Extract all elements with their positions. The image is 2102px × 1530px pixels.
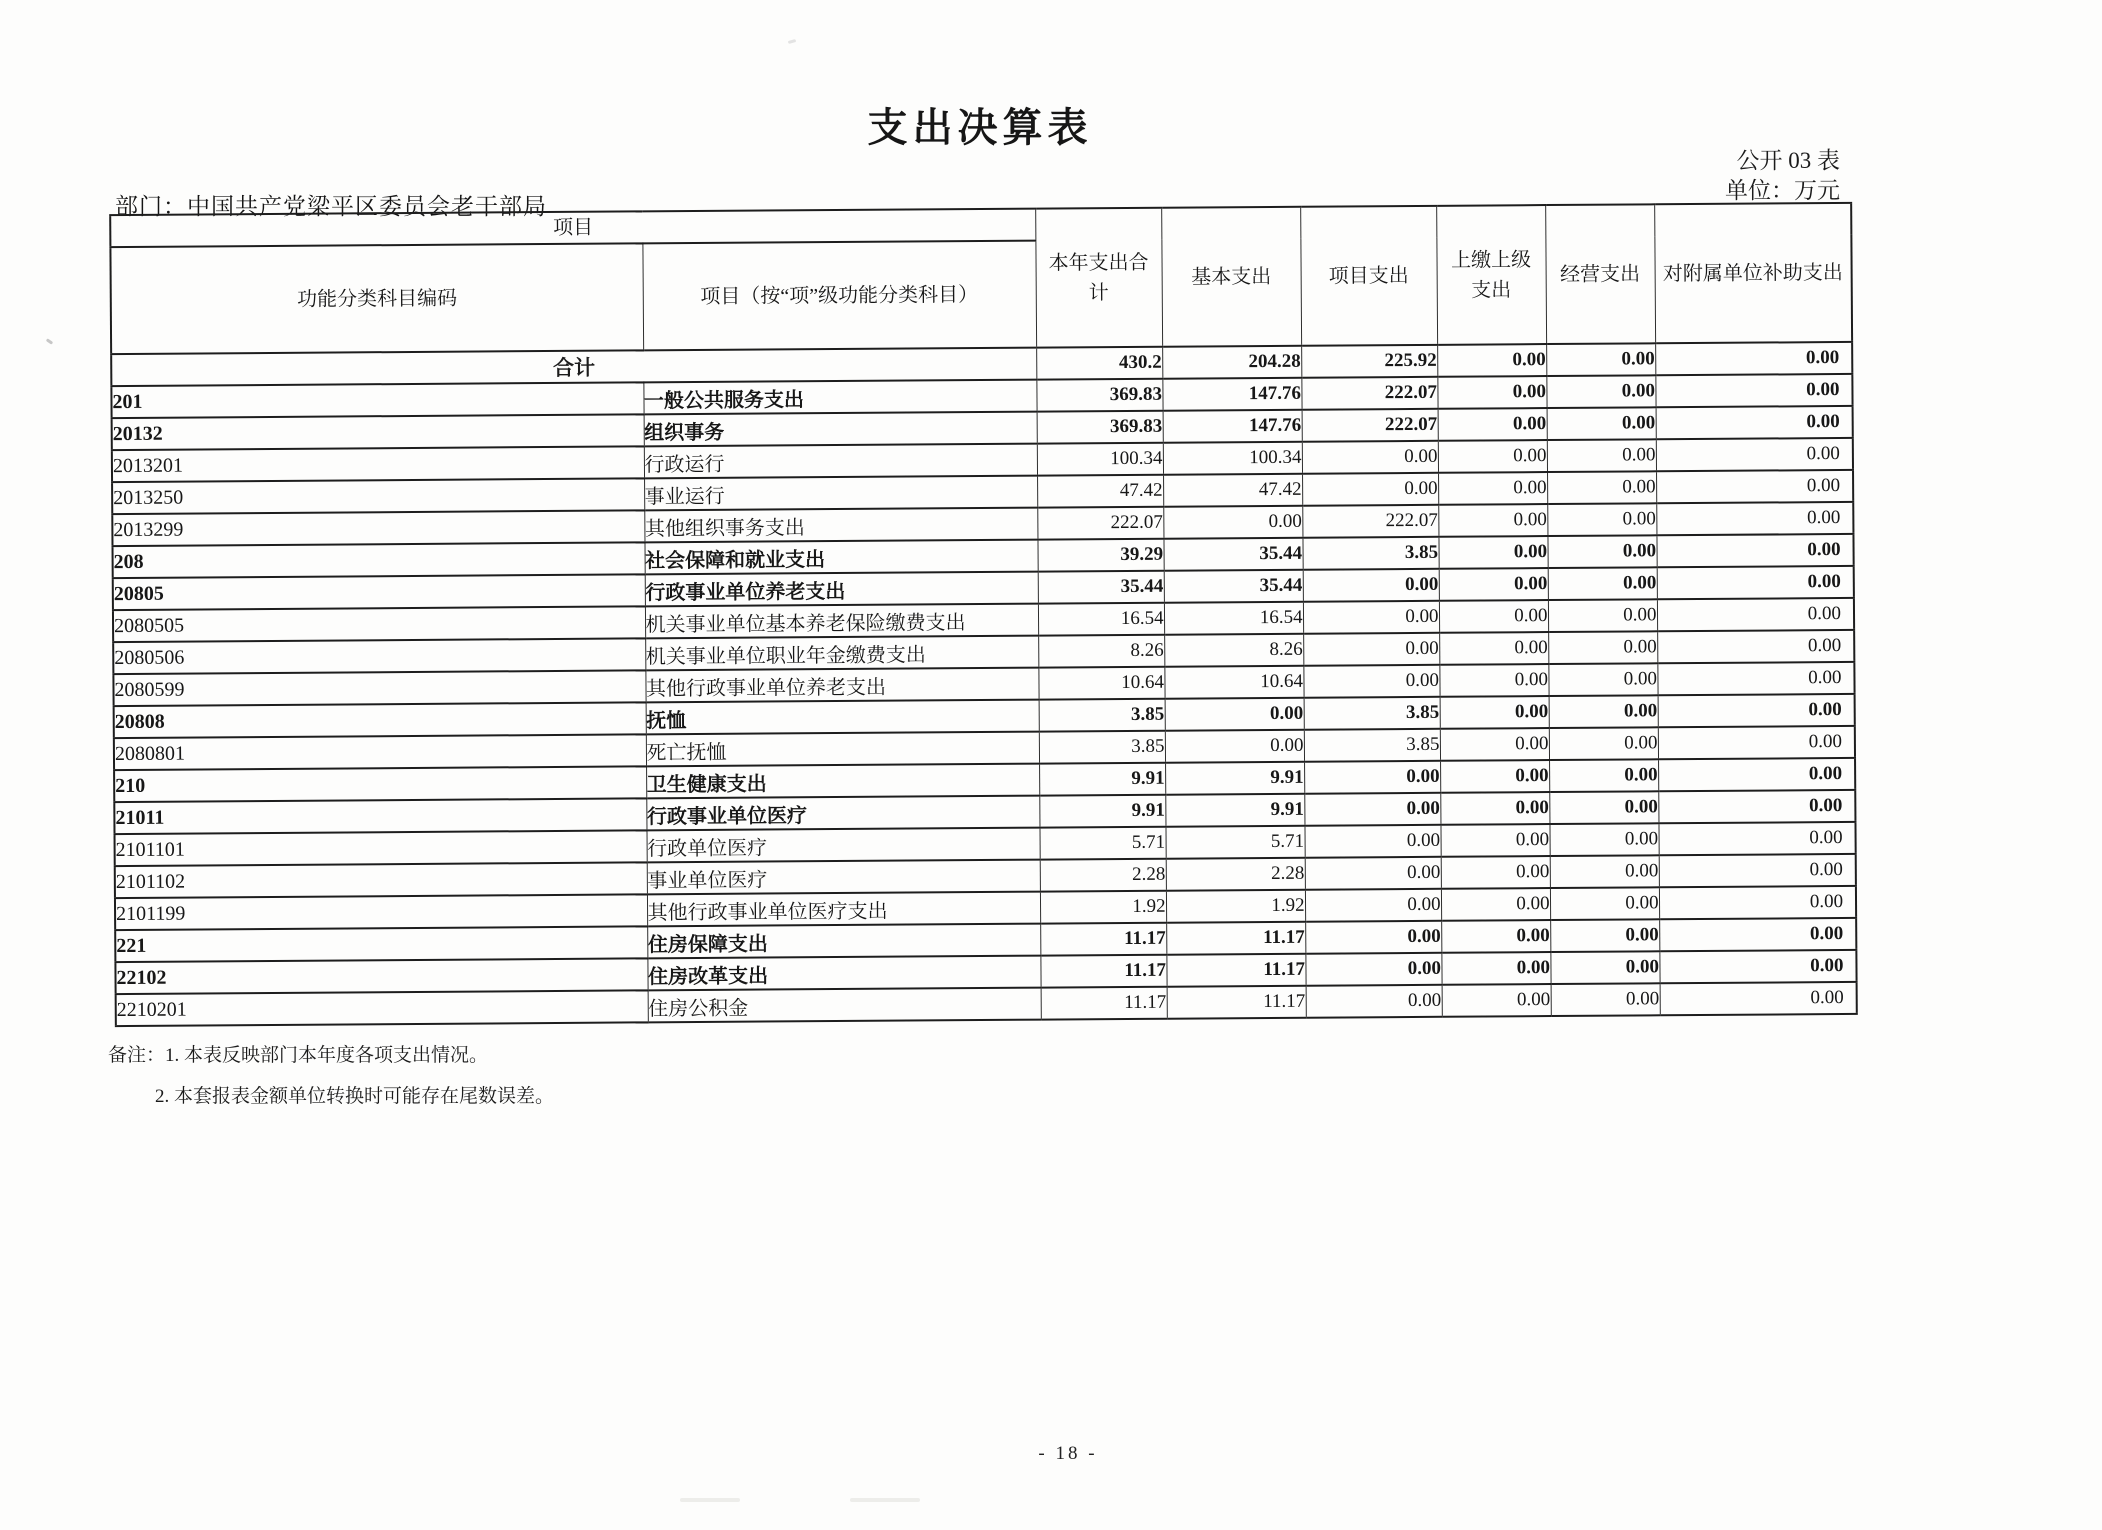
value-cell-total: 3.85 <box>1039 731 1165 764</box>
header-col-total: 本年支出合 计 <box>1035 208 1162 348</box>
value-cell-upper: 0.00 <box>1439 568 1548 601</box>
value-cell-basic: 8.26 <box>1164 634 1303 667</box>
value-cell-operating: 0.00 <box>1549 823 1658 856</box>
value-cell-operating: 0.00 <box>1546 375 1655 408</box>
value-cell-subsidy: 0.00 <box>1658 790 1855 823</box>
total-value: 430.2 <box>1036 347 1162 380</box>
expense-code-cell: 2101102 <box>115 862 647 898</box>
value-cell-operating: 0.00 <box>1548 567 1657 600</box>
expense-item-cell: 死亡抚恤 <box>646 732 1039 767</box>
scan-artifact <box>788 39 797 44</box>
value-cell-project: 3.85 <box>1304 729 1440 762</box>
expense-code-cell: 2013201 <box>112 446 644 482</box>
value-cell-basic: 147.76 <box>1163 410 1302 443</box>
header-col-subsidy: 对附属单位补助支出 <box>1654 203 1852 343</box>
expense-code-cell: 2101199 <box>115 894 647 930</box>
footnote-1: 备注：1. 本表反映部门本年度各项支出情况。 <box>108 1045 489 1066</box>
footnotes <box>108 1044 554 1109</box>
header-project-group: 项目 <box>110 209 1035 247</box>
expense-code-cell: 2210201 <box>116 990 648 1026</box>
value-cell-upper: 0.00 <box>1440 824 1549 857</box>
value-cell-subsidy: 0.00 <box>1656 406 1853 439</box>
value-cell-operating: 0.00 <box>1547 439 1656 472</box>
expense-item-cell: 其他行政事业单位养老支出 <box>645 668 1038 703</box>
value-cell-operating: 0.00 <box>1550 919 1659 952</box>
expense-item-cell: 住房公积金 <box>648 988 1041 1023</box>
value-cell-basic: 16.54 <box>1164 602 1303 635</box>
value-cell-basic: 11.17 <box>1166 954 1305 987</box>
value-cell-total: 39.29 <box>1037 539 1163 572</box>
value-cell-upper: 0.00 <box>1437 376 1546 409</box>
value-cell-subsidy: 0.00 <box>1657 598 1854 631</box>
value-cell-project: 222.07 <box>1301 377 1437 410</box>
value-cell-project: 0.00 <box>1303 601 1439 634</box>
value-cell-total: 16.54 <box>1038 603 1164 636</box>
expense-code-cell: 22102 <box>115 958 647 994</box>
unit-label: 单位：万元 <box>1725 178 1840 203</box>
value-cell-subsidy: 0.00 <box>1659 950 1856 983</box>
total-value: 225.92 <box>1301 345 1437 378</box>
value-cell-upper: 0.00 <box>1438 408 1547 441</box>
table-body <box>111 342 1857 1026</box>
expense-code-cell: 2080599 <box>113 670 645 706</box>
value-cell-subsidy: 0.00 <box>1656 470 1853 503</box>
value-cell-upper: 0.00 <box>1441 920 1550 953</box>
expense-item-cell: 事业运行 <box>644 476 1037 511</box>
value-cell-total: 47.42 <box>1037 475 1163 508</box>
expense-code-cell: 21011 <box>114 798 646 834</box>
value-cell-basic: 11.17 <box>1167 986 1306 1019</box>
total-value: 0.00 <box>1546 343 1655 376</box>
value-cell-project: 0.00 <box>1303 569 1439 602</box>
expense-code-cell: 208 <box>113 542 645 578</box>
header-col-basic: 基本支出 <box>1161 207 1301 347</box>
value-cell-operating: 0.00 <box>1549 759 1658 792</box>
expense-code-cell: 2080801 <box>114 734 646 770</box>
value-cell-upper: 0.00 <box>1440 792 1549 825</box>
value-cell-project: 222.07 <box>1302 409 1438 442</box>
value-cell-total: 9.91 <box>1039 763 1165 796</box>
expense-code-cell: 2080506 <box>113 638 645 674</box>
value-cell-subsidy: 0.00 <box>1659 886 1856 919</box>
value-cell-operating: 0.00 <box>1549 695 1658 728</box>
value-cell-upper: 0.00 <box>1439 664 1548 697</box>
value-cell-total: 1.92 <box>1040 891 1166 924</box>
expense-item-cell: 社会保障和就业支出 <box>644 540 1037 575</box>
expense-item-cell: 行政运行 <box>644 444 1037 479</box>
value-cell-project: 222.07 <box>1302 505 1438 538</box>
value-cell-operating: 0.00 <box>1547 535 1656 568</box>
expense-code-cell: 210 <box>114 766 646 802</box>
scan-artifact <box>680 1498 740 1502</box>
expense-code-cell: 2101101 <box>115 830 647 866</box>
value-cell-project: 0.00 <box>1302 441 1438 474</box>
value-cell-basic: 35.44 <box>1164 570 1303 603</box>
expense-item-cell: 行政单位医疗 <box>646 828 1039 863</box>
expense-item-cell: 住房保障支出 <box>647 924 1040 959</box>
total-value: 0.00 <box>1655 342 1852 375</box>
expense-item-cell: 抚恤 <box>646 700 1039 735</box>
value-cell-project: 3.85 <box>1302 537 1438 570</box>
value-cell-subsidy: 0.00 <box>1655 374 1852 407</box>
value-cell-total: 11.17 <box>1040 923 1166 956</box>
value-cell-project: 3.85 <box>1304 697 1440 730</box>
expense-item-cell: 其他组织事务支出 <box>644 508 1037 543</box>
value-cell-total: 10.64 <box>1038 667 1164 700</box>
expense-item-cell: 机关事业单位基本养老保险缴费支出 <box>645 604 1038 639</box>
value-cell-project: 0.00 <box>1304 793 1440 826</box>
value-cell-basic: 9.91 <box>1165 794 1304 827</box>
header-col-code: 功能分类科目编码 <box>110 243 643 354</box>
expense-code-cell: 201 <box>111 382 643 418</box>
value-cell-subsidy: 0.00 <box>1657 566 1854 599</box>
value-cell-upper: 0.00 <box>1441 856 1550 889</box>
value-cell-project: 0.00 <box>1303 633 1439 666</box>
value-cell-operating: 0.00 <box>1547 471 1656 504</box>
value-cell-basic: 11.17 <box>1166 922 1305 955</box>
value-cell-operating: 0.00 <box>1549 791 1658 824</box>
value-cell-total: 9.91 <box>1039 795 1165 828</box>
expenditure-table-wrap <box>109 202 1856 1027</box>
value-cell-basic: 10.64 <box>1164 666 1303 699</box>
value-cell-subsidy: 0.00 <box>1658 822 1855 855</box>
expense-code-cell: 20805 <box>113 574 645 610</box>
expense-item-cell: 机关事业单位职业年金缴费支出 <box>645 636 1038 671</box>
value-cell-total: 369.83 <box>1036 379 1162 412</box>
value-cell-total: 11.17 <box>1041 987 1167 1020</box>
value-cell-basic: 0.00 <box>1165 698 1304 731</box>
value-cell-project: 0.00 <box>1304 761 1440 794</box>
expense-code-cell: 2013250 <box>112 478 644 514</box>
value-cell-project: 0.00 <box>1305 857 1441 890</box>
value-cell-upper: 0.00 <box>1441 888 1550 921</box>
value-cell-total: 8.26 <box>1038 635 1164 668</box>
header-col-operating: 经营支出 <box>1545 204 1655 344</box>
value-cell-basic: 147.76 <box>1162 378 1301 411</box>
total-row-label: 合计 <box>111 348 1036 386</box>
value-cell-basic: 35.44 <box>1163 538 1302 571</box>
value-cell-total: 100.34 <box>1037 443 1163 476</box>
value-cell-total: 222.07 <box>1037 507 1163 540</box>
expense-item-cell: 组织事务 <box>644 412 1037 447</box>
value-cell-operating: 0.00 <box>1550 855 1659 888</box>
value-cell-upper: 0.00 <box>1439 632 1548 665</box>
value-cell-subsidy: 0.00 <box>1658 758 1855 791</box>
value-cell-subsidy: 0.00 <box>1656 534 1853 567</box>
value-cell-subsidy: 0.00 <box>1659 854 1856 887</box>
value-cell-basic: 5.71 <box>1165 826 1304 859</box>
value-cell-subsidy: 0.00 <box>1657 630 1854 663</box>
header-col-project: 项目支出 <box>1300 206 1437 346</box>
value-cell-operating: 0.00 <box>1547 407 1656 440</box>
value-cell-basic: 1.92 <box>1166 890 1305 923</box>
expense-code-cell: 20808 <box>114 702 646 738</box>
value-cell-project: 0.00 <box>1303 665 1439 698</box>
value-cell-operating: 0.00 <box>1551 983 1660 1016</box>
value-cell-basic: 2.28 <box>1166 858 1305 891</box>
total-value: 0.00 <box>1437 344 1546 377</box>
scan-artifact <box>850 1498 920 1502</box>
expenditure-table <box>109 202 1858 1027</box>
expense-item-cell: 一般公共服务支出 <box>643 380 1036 415</box>
value-cell-upper: 0.00 <box>1438 440 1547 473</box>
value-cell-basic: 47.42 <box>1163 474 1302 507</box>
header-col-upper: 上缴上级 支出 <box>1436 205 1546 345</box>
value-cell-upper: 0.00 <box>1440 760 1549 793</box>
value-cell-upper: 0.00 <box>1440 728 1549 761</box>
value-cell-subsidy: 0.00 <box>1658 694 1855 727</box>
expense-item-cell: 卫生健康支出 <box>646 764 1039 799</box>
expense-code-cell: 221 <box>115 926 647 962</box>
scan-artifact <box>46 338 53 344</box>
page-number: - 18 - <box>1038 1443 1098 1464</box>
value-cell-basic: 0.00 <box>1165 730 1304 763</box>
value-cell-upper: 0.00 <box>1442 984 1551 1017</box>
value-cell-project: 0.00 <box>1302 473 1438 506</box>
value-cell-total: 369.83 <box>1037 411 1163 444</box>
expense-code-cell: 2013299 <box>112 510 644 546</box>
expense-item-cell: 住房改革支出 <box>647 956 1040 991</box>
value-cell-operating: 0.00 <box>1548 663 1657 696</box>
value-cell-total: 2.28 <box>1040 859 1166 892</box>
total-value: 204.28 <box>1162 346 1301 379</box>
expense-code-cell: 20132 <box>112 414 644 450</box>
value-cell-project: 0.00 <box>1306 985 1442 1018</box>
value-cell-basic: 0.00 <box>1163 506 1302 539</box>
value-cell-upper: 0.00 <box>1438 472 1547 505</box>
header-col-item: 项目（按“项”级功能分类科目） <box>642 241 1036 351</box>
department-label: 部门：中国共产党梁平区委员会老干部局 <box>115 194 547 219</box>
page-title: 支出决算表 <box>867 105 1093 150</box>
value-cell-subsidy: 0.00 <box>1656 502 1853 535</box>
value-cell-total: 35.44 <box>1038 571 1164 604</box>
footnote-2: 2. 本套报表金额单位转换时可能存在尾数误差。 <box>155 1086 555 1107</box>
value-cell-total: 3.85 <box>1039 699 1165 732</box>
value-cell-operating: 0.00 <box>1547 503 1656 536</box>
table-code-label: 公开 03 表 <box>1736 148 1840 173</box>
value-cell-operating: 0.00 <box>1550 951 1659 984</box>
value-cell-subsidy: 0.00 <box>1658 726 1855 759</box>
expense-item-cell: 行政事业单位医疗 <box>646 796 1039 831</box>
value-cell-total: 11.17 <box>1040 955 1166 988</box>
value-cell-operating: 0.00 <box>1550 887 1659 920</box>
value-cell-operating: 0.00 <box>1548 599 1657 632</box>
value-cell-subsidy: 0.00 <box>1656 438 1853 471</box>
value-cell-operating: 0.00 <box>1548 631 1657 664</box>
value-cell-subsidy: 0.00 <box>1659 918 1856 951</box>
value-cell-project: 0.00 <box>1305 953 1441 986</box>
value-cell-upper: 0.00 <box>1440 696 1549 729</box>
value-cell-subsidy: 0.00 <box>1657 662 1854 695</box>
expense-item-cell: 其他行政事业单位医疗支出 <box>647 892 1040 927</box>
value-cell-basic: 9.91 <box>1165 762 1304 795</box>
value-cell-project: 0.00 <box>1304 825 1440 858</box>
value-cell-upper: 0.00 <box>1439 600 1548 633</box>
value-cell-project: 0.00 <box>1305 921 1441 954</box>
value-cell-project: 0.00 <box>1305 889 1441 922</box>
value-cell-upper: 0.00 <box>1441 952 1550 985</box>
value-cell-subsidy: 0.00 <box>1660 982 1857 1015</box>
table-meta <box>1725 146 1840 206</box>
value-cell-upper: 0.00 <box>1438 504 1547 537</box>
expense-code-cell: 2080505 <box>113 606 645 642</box>
value-cell-upper: 0.00 <box>1438 536 1547 569</box>
expense-item-cell: 行政事业单位养老支出 <box>645 572 1038 607</box>
value-cell-operating: 0.00 <box>1549 727 1658 760</box>
expense-item-cell: 事业单位医疗 <box>647 860 1040 895</box>
value-cell-basic: 100.34 <box>1163 442 1302 475</box>
value-cell-total: 5.71 <box>1039 827 1165 860</box>
